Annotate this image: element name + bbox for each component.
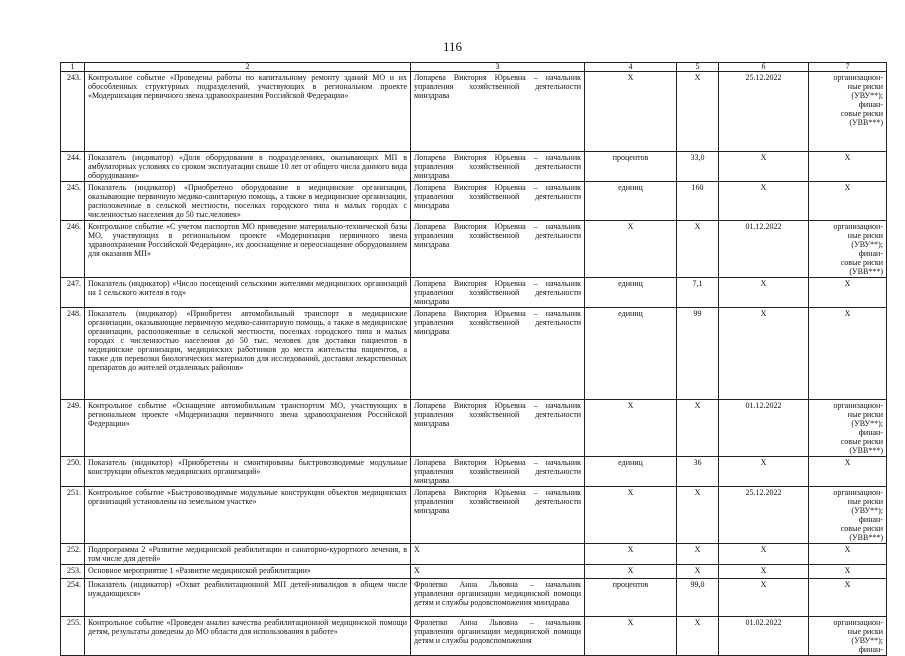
row-value: X <box>677 565 719 579</box>
row-responsible: Лопарева Виктория Юрьевна – начальник управления хозяйственной деятельности минздрава <box>411 182 585 221</box>
row-risk: X <box>809 182 887 221</box>
row-date: X <box>719 152 809 182</box>
table-row <box>61 487 887 544</box>
row-number: 253. <box>61 565 85 579</box>
row-unit: единиц <box>585 278 677 308</box>
row-number: 243. <box>61 72 85 152</box>
row-responsible: Лопарева Виктория Юрьевна – начальник управления хозяйственной деятельности минздрава <box>411 72 585 152</box>
row-date: 25.12.2022 <box>719 72 809 152</box>
row-unit: X <box>585 400 677 457</box>
page-number: 116 <box>442 39 463 54</box>
table-row <box>61 278 887 308</box>
row-number: 250. <box>61 457 85 487</box>
row-risk: организацион- ные риски (УВУ**); финан- совые риски (УВВ***) <box>809 487 887 544</box>
row-number: 252. <box>61 544 85 565</box>
row-risk: организацион- ные риски (УВУ**); финан- совые риски (УВВ***) <box>809 221 887 278</box>
column-header: 3 <box>411 63 585 72</box>
row-responsible: X <box>411 565 585 579</box>
table-body <box>61 72 887 656</box>
row-unit: X <box>585 221 677 278</box>
row-date: X <box>719 565 809 579</box>
row-description: Показатель (индикатор) «Охват реабилитационной МП детей-инвалидов в общем числе нуждающихся» <box>85 579 411 617</box>
row-risk: организацион- ные риски (УВУ**); финан- совые риски (УВВ***) <box>809 400 887 457</box>
row-number: 244. <box>61 152 85 182</box>
row-risk: X <box>809 565 887 579</box>
row-unit: X <box>585 487 677 544</box>
row-responsible: Лопарева Виктория Юрьевна – начальник управления хозяйственной деятельности минздрава <box>411 400 585 457</box>
table-row <box>61 400 887 457</box>
row-date: X <box>719 308 809 400</box>
row-responsible: Лопарева Виктория Юрьевна – начальник управления хозяйственной деятельности минздрава <box>411 308 585 400</box>
table-row <box>61 221 887 278</box>
row-description: Показатель (индикатор) «Приобретены и смонтированы быстровозводимые модульные конструкции объектов медицинских организаций» <box>85 457 411 487</box>
row-value: 99,0 <box>677 579 719 617</box>
row-value: 7,1 <box>677 278 719 308</box>
row-value: 36 <box>677 457 719 487</box>
row-date: X <box>719 579 809 617</box>
row-responsible: Лопарева Виктория Юрьевна – начальник управления хозяйственной деятельности минздрава <box>411 457 585 487</box>
row-responsible: Фролепко Анна Львовна – начальник управления организации медицинской помощи детям и службы родовспоможения <box>411 617 585 656</box>
row-responsible: Лопарева Виктория Юрьевна – начальник управления хозяйственной деятельности минздрава <box>411 278 585 308</box>
row-description: Показатель (индикатор) «Доля оборудования в подразделениях, оказывающих МП в амбулаторных условиях со сроком эксплуатации свыше 10 лет от общего числа данного вида оборудования» <box>85 152 411 182</box>
row-risk: X <box>809 278 887 308</box>
row-value: 160 <box>677 182 719 221</box>
table-row <box>61 579 887 617</box>
row-risk: X <box>809 544 887 565</box>
table-row <box>61 182 887 221</box>
row-number: 246. <box>61 221 85 278</box>
table-row <box>61 617 887 656</box>
row-unit: X <box>585 72 677 152</box>
row-value: X <box>677 72 719 152</box>
row-description: Контрольное событие «Оснащение автомобильным транспортом МО, участвующих в региональном проекте «Модернизация первичного звена здравоохранения Российской Федерации» <box>85 400 411 457</box>
row-risk: организацион- ные риски (УВУ**); финан- совые риски (УВВ***) <box>809 72 887 152</box>
row-risk: организацион- ные риски (УВУ**); финан- <box>809 617 887 656</box>
row-date: X <box>719 457 809 487</box>
row-description: Показатель (индикатор) «Число посещений сельскими жителями медицинских организаций на 1 сельского жителя в год» <box>85 278 411 308</box>
table-row <box>61 152 887 182</box>
row-description: Показатель (индикатор) «Приобретен автомобильный транспорт в медицинские организации, оказывающие первичную медико-санитарную помощь, а также в медицинские организации, расположенные в сельской местности, поселках городского типа и малых городах с численностью населения до 50 тыс. человек для доставки пациентов в медицинские организации, медицинских работников до места жительства пациентов, а также для перевозки биологических материалов для исследований, доставки лекарственных препаратов до жителей отдаленных районов» <box>85 308 411 400</box>
row-description: Контрольное событие «Проведен анализ качества реабилитационной медицинской помощи детям, результаты доведены до МО области для использования в работе» <box>85 617 411 656</box>
row-date: X <box>719 544 809 565</box>
column-header: 4 <box>585 63 677 72</box>
table-row <box>61 565 887 579</box>
row-value: X <box>677 221 719 278</box>
row-description: Контрольное событие «С учетом паспортов МО приведение материально-технической базы МО, участвующих в региональном проекте «Модернизация первичного звена здравоохранения Российской Федерации», их дооснащение и переоснащение оборудованием для оказания МП» <box>85 221 411 278</box>
row-value: X <box>677 487 719 544</box>
row-description: Подпрограмма 2 «Развитие медицинской реабилитации и санаторно-курортного лечения, в том числе для детей» <box>85 544 411 565</box>
row-unit: X <box>585 544 677 565</box>
row-date: 01.12.2022 <box>719 400 809 457</box>
row-responsible: Лопарева Виктория Юрьевна – начальник управления хозяйственной деятельности минздрава <box>411 487 585 544</box>
row-number: 248. <box>61 308 85 400</box>
row-date: 01.12.2022 <box>719 221 809 278</box>
column-header: 6 <box>719 63 809 72</box>
table-row <box>61 308 887 400</box>
row-responsible: X <box>411 544 585 565</box>
row-responsible: Фролепко Анна Львовна – начальник управления организации медицинской помощи детям и службы родовспоможения минздрава <box>411 579 585 617</box>
row-risk: X <box>809 579 887 617</box>
row-unit: единиц <box>585 457 677 487</box>
row-unit: процентов <box>585 579 677 617</box>
row-date: X <box>719 278 809 308</box>
row-risk: X <box>809 152 887 182</box>
row-number: 255. <box>61 617 85 656</box>
column-header: 5 <box>677 63 719 72</box>
row-unit: единиц <box>585 308 677 400</box>
column-header: 1 <box>61 63 85 72</box>
row-description: Контрольное событие «Быстровозводимые модульные конструкции объектов медицинских организаций установлены на земельном участке» <box>85 487 411 544</box>
column-header: 7 <box>809 63 887 72</box>
row-unit: X <box>585 617 677 656</box>
plan-table <box>60 62 887 656</box>
row-number: 251. <box>61 487 85 544</box>
row-unit: единиц <box>585 182 677 221</box>
row-description: Основное мероприятие 1 «Развитие медицинской реабилитации» <box>85 565 411 579</box>
row-number: 249. <box>61 400 85 457</box>
row-value: 33,0 <box>677 152 719 182</box>
table-row <box>61 544 887 565</box>
row-description: Контрольное событие «Проведены работы по капитальному ремонту зданий МО и их обособленных структурных подразделений, участвующих в региональном проекте «Модернизация первичного звена здравоохранения Российской Федерации» <box>85 72 411 152</box>
row-number: 245. <box>61 182 85 221</box>
row-value: X <box>677 400 719 457</box>
row-value: 99 <box>677 308 719 400</box>
row-responsible: Лопарева Виктория Юрьевна – начальник управления хозяйственной деятельности минздрава <box>411 221 585 278</box>
row-date: 25.12.2022 <box>719 487 809 544</box>
table-row <box>61 72 887 152</box>
header-row <box>61 63 887 72</box>
row-unit: процентов <box>585 152 677 182</box>
row-number: 247. <box>61 278 85 308</box>
row-value: X <box>677 617 719 656</box>
row-value: X <box>677 544 719 565</box>
row-unit: X <box>585 565 677 579</box>
column-header: 2 <box>85 63 411 72</box>
row-risk: X <box>809 308 887 400</box>
row-date: 01.02.2022 <box>719 617 809 656</box>
row-responsible: Лопарева Виктория Юрьевна – начальник управления хозяйственной деятельности минздрава <box>411 152 585 182</box>
row-number: 254. <box>61 579 85 617</box>
row-date: X <box>719 182 809 221</box>
table-row <box>61 457 887 487</box>
row-description: Показатель (индикатор) «Приобретено оборудование в медицинские организации, оказывающие первичную медико-санитарную помощь, а также в медицинские организации, расположенные в сельской местности, поселках городского типа и малых городах с численностью населения до 50 тыс.человек» <box>85 182 411 221</box>
row-risk: X <box>809 457 887 487</box>
